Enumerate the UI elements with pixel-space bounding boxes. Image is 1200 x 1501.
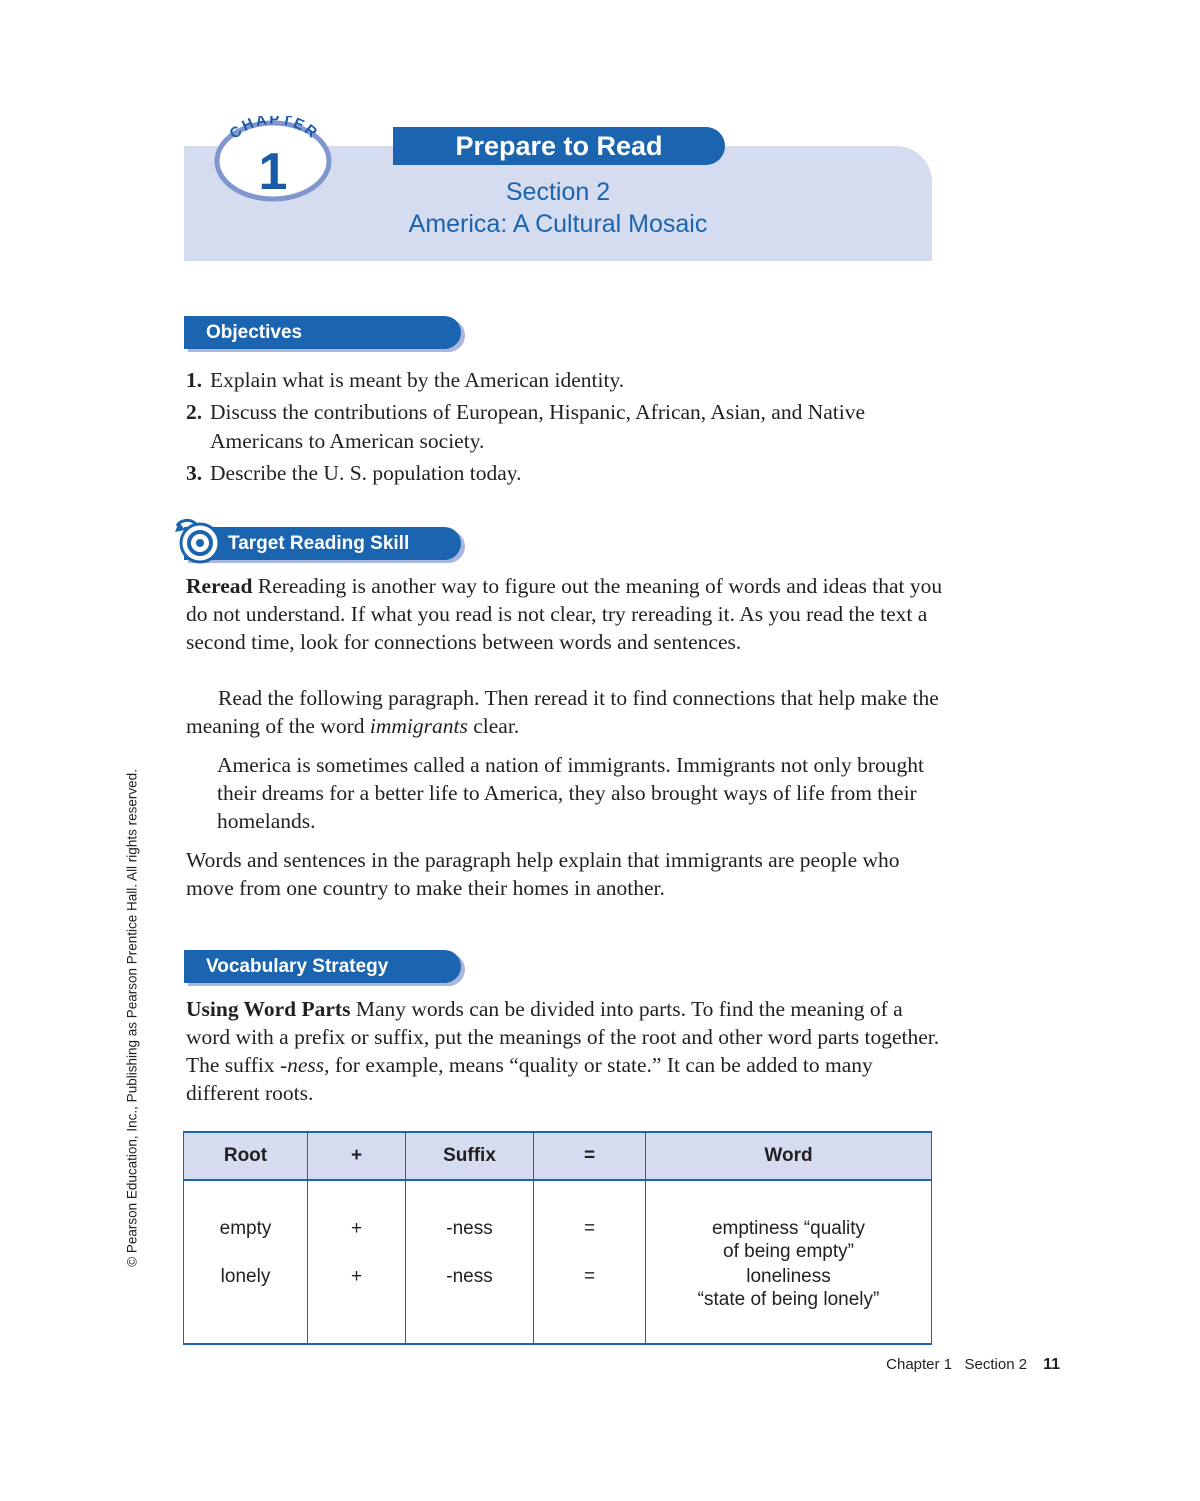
cell-root: empty xyxy=(184,1180,308,1265)
section-label: Section 2 xyxy=(505,178,611,206)
objectives-list xyxy=(186,366,946,491)
word-line: of being empty” xyxy=(723,1241,854,1262)
list-item-number: 2. xyxy=(186,400,203,424)
list-item-text: Discuss the contributions of European, Hispanic, African, Asian, and Native Americans to American society. xyxy=(210,400,866,453)
conclusion-paragraph: Words and sentences in the paragraph help explain that immigrants are people who move from one country to make their homes in another. xyxy=(186,848,900,900)
instruction-text-end: clear. xyxy=(467,714,520,738)
header-plus: + xyxy=(308,1132,406,1180)
cell-plus: + xyxy=(308,1265,406,1344)
list-item-number: 3. xyxy=(186,461,203,485)
footer-label: Chapter 1 Section 2 xyxy=(886,1356,1028,1373)
vocabulary-term: Using Word Parts xyxy=(186,997,351,1021)
table-header-row xyxy=(184,1132,932,1180)
cell-equals: = xyxy=(534,1180,646,1265)
cell-word xyxy=(646,1180,932,1265)
target-reading-icon xyxy=(172,516,224,566)
target-reading-heading: Target Reading Skill xyxy=(184,527,461,560)
word-line: emptiness “quality xyxy=(711,1218,866,1239)
vocabulary-text: Many words can be divided into parts. To find the meaning of a word with a prefix or suffix, put the meanings of the root and other word parts together. The suffix xyxy=(186,997,940,1077)
chapter-label: CHAPTER xyxy=(226,116,322,143)
page-title: America: A Cultural Mosaic xyxy=(408,210,708,238)
vocabulary-text-end: for example, means “quality or state.” It can be added to many different roots. xyxy=(186,1053,873,1105)
list-item xyxy=(186,459,946,488)
header-suffix: Suffix xyxy=(406,1132,534,1180)
sample-paragraph: America is sometimes called a nation of immigrants. Immigrants not only brought their dreams for a better life to America, they also brought ways of life from their homelands. xyxy=(217,753,924,833)
cell-root: lonely xyxy=(184,1265,308,1344)
cell-suffix: -ness xyxy=(406,1265,534,1344)
header-word: Word xyxy=(646,1132,932,1180)
header-root: Root xyxy=(184,1132,308,1180)
cell-word xyxy=(646,1265,932,1344)
instruction-text: Read the following paragraph. Then reread it to find connections that help make the meaning of the word xyxy=(186,686,939,738)
instruction-term: immigrants xyxy=(369,714,468,738)
reread-term: Reread xyxy=(186,574,253,598)
prepare-to-read-banner: Prepare to Read xyxy=(393,127,725,165)
cell-equals: = xyxy=(534,1265,646,1344)
list-item xyxy=(186,366,946,395)
reread-intro: Rereading is another way to figure out the meaning of words and ideas that you do not understand. If what you read is not clear, try rereading it. As you read the text a second time, look for connections between words and sentences. xyxy=(186,574,943,654)
vocabulary-heading: Vocabulary Strategy xyxy=(184,950,461,983)
chapter-number: 1 xyxy=(258,143,288,201)
cell-suffix: -ness xyxy=(406,1180,534,1265)
table-row xyxy=(184,1265,932,1344)
vocabulary-paragraph xyxy=(186,995,946,1107)
word-parts-table xyxy=(183,1131,932,1345)
cell-plus: + xyxy=(308,1180,406,1265)
instruction-paragraph xyxy=(186,684,946,740)
objectives-heading: Objectives xyxy=(184,316,461,349)
page-footer xyxy=(830,1356,1060,1374)
header-equals: = xyxy=(534,1132,646,1180)
copyright-notice: © Pearson Education, Inc., Publishing as Pearson Prentice Hall. All rights reserved. xyxy=(124,769,140,1267)
list-item-number: 1. xyxy=(186,368,203,392)
table-row xyxy=(184,1180,932,1265)
word-line: “state of being lonely” xyxy=(697,1289,880,1310)
vocabulary-suffix: -ness, xyxy=(279,1053,330,1077)
reread-paragraph xyxy=(186,572,946,656)
page-number: 11 xyxy=(1043,1356,1060,1373)
list-item-text: Describe the U. S. population today. xyxy=(210,461,522,485)
list-item-text: Explain what is meant by the American identity. xyxy=(210,368,625,392)
word-line: loneliness xyxy=(746,1266,831,1287)
list-item xyxy=(186,398,946,456)
